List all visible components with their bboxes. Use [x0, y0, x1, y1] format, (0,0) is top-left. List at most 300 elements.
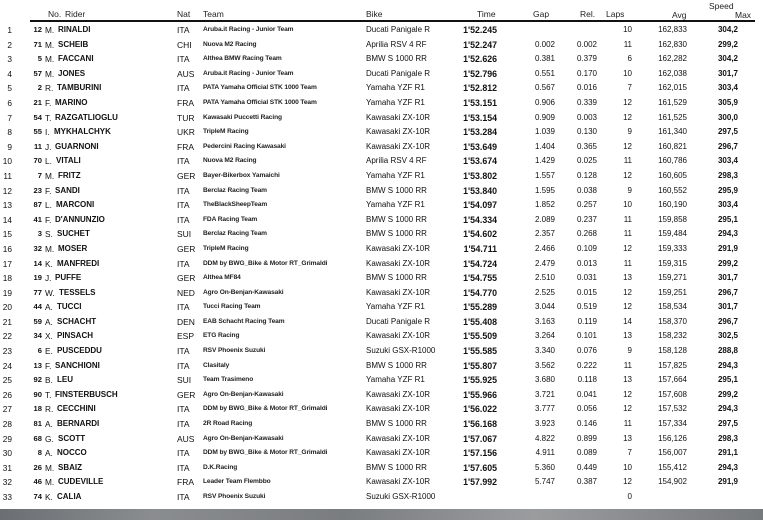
gap-value: 3.721 — [534, 389, 555, 399]
nationality: SUI — [177, 229, 192, 240]
bike-model: BMW S 1000 RR — [366, 360, 427, 370]
position: 10 — [2, 156, 12, 167]
rider-lastname: MYKHALCHYK — [54, 127, 111, 137]
lap-time: 1'55.966 — [463, 389, 497, 400]
nationality: FRA — [177, 477, 194, 488]
team-name: DDM by BWG_Bike & Motor RT_Grimaldi — [203, 449, 328, 457]
bike-model: Suzuki GSX-R1000 — [366, 346, 436, 356]
team-name: PATA Yamaha Official STK 1000 Team — [203, 98, 317, 106]
team-name: FDA Racing Team — [203, 215, 258, 223]
team-name: Kawasaki Puccetti Racing — [203, 113, 282, 121]
avg-speed: 154,902 — [658, 477, 687, 487]
rider-lastname: MOSER — [58, 243, 88, 253]
bike-model: Suzuki GSX-R1000 — [366, 492, 436, 501]
lap-time: 1'56.168 — [463, 419, 497, 430]
rel-value: 0.237 — [576, 214, 597, 224]
rider-number: 11 — [33, 141, 42, 151]
nationality: SUI — [177, 375, 192, 386]
nationality: ITA — [177, 156, 190, 167]
team-name: Team Trasimeno — [203, 376, 254, 384]
position: 8 — [7, 127, 12, 138]
bike-model: Kawasaki ZX-10R — [366, 389, 431, 399]
rider-number: 32 — [33, 243, 42, 253]
rel-value: 0.379 — [576, 54, 597, 64]
table-row — [0, 475, 763, 490]
bike-model: Kawasaki ZX-10R — [366, 243, 431, 253]
position: 28 — [2, 419, 12, 430]
rider-initial: R. — [45, 404, 54, 415]
team-name: PATA Yamaha Official STK 1000 Team — [203, 84, 317, 92]
laps-value: 13 — [623, 273, 632, 283]
rel-value: 0.002 — [576, 39, 597, 49]
avg-speed: 162,038 — [658, 68, 687, 78]
bike-model: Kawasaki ZX-10R — [366, 258, 431, 268]
gap-value: 2.525 — [534, 287, 555, 297]
gap-value: 1.595 — [534, 185, 555, 195]
gap-value: 5.747 — [534, 477, 555, 487]
header-divider — [30, 20, 755, 22]
team-name: RSV Phoenix Suzuki — [203, 493, 266, 500]
results-table-body — [0, 23, 763, 505]
rel-value: 0.387 — [576, 477, 597, 487]
nationality: NED — [177, 287, 195, 298]
rel-value: 0.025 — [576, 156, 597, 166]
laps-value: 12 — [623, 477, 632, 487]
header-bike: Bike — [366, 9, 383, 19]
team-name: Nuova M2 Racing — [203, 40, 257, 48]
table-row — [0, 38, 763, 53]
lap-time: 1'55.509 — [463, 331, 497, 342]
header-laps: Laps — [606, 9, 625, 19]
rider-lastname: MARINO — [55, 97, 88, 107]
nationality: ITA — [177, 492, 190, 502]
rider-number: 46 — [33, 477, 42, 487]
header-max: Max — [735, 10, 752, 20]
bike-model: BMW S 1000 RR — [366, 462, 427, 472]
rel-value: 0.222 — [576, 360, 597, 370]
gap-value: 3.264 — [534, 331, 555, 341]
nationality: ITA — [177, 360, 190, 371]
lap-time: 1'52.812 — [463, 83, 497, 94]
avg-speed: 156,007 — [658, 448, 687, 458]
nationality: CHI — [177, 39, 192, 50]
avg-speed: 162,282 — [658, 54, 687, 64]
rider-number: 12 — [33, 25, 42, 34]
rider-lastname: SUCHET — [57, 229, 90, 239]
rider-lastname: SANDI — [55, 185, 80, 195]
position: 15 — [2, 229, 12, 240]
rider-number: 8 — [37, 448, 42, 458]
gap-value: 3.163 — [534, 316, 555, 326]
max-speed: 288,8 — [717, 346, 738, 356]
bike-model: Kawasaki ZX-10R — [366, 477, 431, 487]
nationality: ITA — [177, 185, 190, 196]
rider-lastname: SANCHIONI — [55, 360, 100, 370]
team-name: RSV Phoenix Suzuki — [203, 347, 266, 355]
table-row — [0, 388, 763, 403]
lap-time: 1'53.649 — [463, 141, 497, 152]
rider-initial: A. — [45, 302, 53, 313]
lap-time: 1'54.755 — [463, 273, 497, 284]
max-speed: 291,1 — [717, 448, 738, 458]
avg-speed: 159,333 — [658, 243, 687, 253]
rel-value: 0.899 — [576, 433, 597, 443]
laps-value: 11 — [623, 360, 632, 370]
header-rel: Rel. — [580, 9, 596, 19]
table-row — [0, 242, 763, 257]
laps-value: 9 — [627, 127, 632, 137]
rider-number: 70 — [33, 156, 42, 166]
lap-time: 1'54.711 — [463, 243, 497, 254]
rider-number: 6 — [37, 346, 42, 356]
table-row — [0, 286, 763, 301]
rel-value: 0.268 — [576, 229, 597, 239]
rel-value: 0.003 — [576, 112, 597, 122]
rider-lastname: RAZGATLIOGLU — [55, 112, 118, 122]
nationality: ITA — [177, 404, 190, 415]
bike-model: Ducati Panigale R — [366, 316, 431, 326]
avg-speed: 160,786 — [658, 156, 687, 166]
lap-time: 1'53.154 — [463, 112, 497, 123]
position: 21 — [2, 316, 12, 327]
rel-value: 0.038 — [576, 185, 597, 195]
gap-value: 2.466 — [534, 243, 555, 253]
bike-model: Yamaha YZF R1 — [366, 375, 425, 385]
laps-value: 9 — [627, 185, 632, 195]
rider-initial: M. — [45, 68, 55, 79]
table-row — [0, 154, 763, 169]
nationality: ITA — [177, 83, 190, 94]
table-row — [0, 461, 763, 476]
gap-value: 0.002 — [534, 39, 555, 49]
max-speed: 305,9 — [717, 97, 738, 107]
rel-value: 0.128 — [576, 170, 597, 180]
avg-speed: 161,529 — [658, 97, 687, 107]
team-name: Althea MF84 — [203, 274, 241, 282]
table-row — [0, 315, 763, 330]
position: 11 — [3, 170, 12, 181]
position: 32 — [2, 477, 12, 488]
gap-value: 0.551 — [534, 68, 555, 78]
gap-value: 5.360 — [534, 462, 555, 472]
max-speed: 298,3 — [717, 433, 738, 443]
bike-model: Aprilia RSV 4 RF — [366, 39, 427, 49]
laps-value: 12 — [623, 404, 632, 414]
rider-number: 92 — [33, 375, 42, 385]
rider-lastname: SCHEIB — [58, 39, 89, 49]
table-row — [0, 125, 763, 140]
rider-lastname: PUSCEDDU — [57, 346, 102, 356]
gap-value: 2.479 — [534, 258, 555, 268]
bike-model: Kawasaki ZX-10R — [366, 287, 431, 297]
lap-time: 1'52.247 — [463, 39, 497, 50]
position: 31 — [2, 462, 12, 473]
table-row — [0, 300, 763, 315]
rider-initial: X. — [45, 331, 53, 342]
rel-value: 0.101 — [576, 331, 597, 341]
table-row — [0, 184, 763, 199]
nationality: ITA — [177, 54, 190, 65]
rel-value: 0.257 — [576, 200, 597, 210]
gap-value: 1.557 — [534, 170, 555, 180]
bike-model: BMW S 1000 RR — [366, 185, 427, 195]
lap-time: 1'55.408 — [463, 316, 497, 327]
avg-speed: 157,334 — [658, 419, 687, 429]
team-name: Pedercini Racing Kawasaki — [203, 142, 286, 150]
table-row — [0, 81, 763, 96]
table-row — [0, 96, 763, 111]
rider-number: 5 — [37, 54, 42, 64]
gap-value: 3.923 — [534, 419, 555, 429]
table-row — [0, 257, 763, 272]
rel-value: 0.339 — [576, 97, 597, 107]
laps-value: 12 — [623, 141, 632, 151]
nationality: ESP — [177, 331, 195, 342]
position: 27 — [2, 404, 12, 415]
rider-lastname: VITALI — [56, 156, 81, 166]
rel-value: 0.015 — [576, 287, 597, 297]
rider-number: 13 — [33, 360, 42, 370]
rider-lastname: JONES — [58, 68, 86, 78]
team-name: Nuova M2 Racing — [203, 157, 257, 165]
rider-number: 21 — [33, 97, 42, 107]
rider-initial: M. — [45, 54, 55, 65]
avg-speed: 158,232 — [658, 331, 687, 341]
bike-model: Yamaha YZF R1 — [366, 83, 425, 93]
rider-number: 2 — [37, 83, 42, 93]
max-speed: 294,3 — [717, 229, 738, 239]
gap-value: 2.089 — [534, 214, 555, 224]
team-name: Leader Team Flembbo — [203, 478, 271, 486]
position: 25 — [2, 375, 12, 386]
team-name: Tucci Racing Team — [203, 303, 261, 311]
max-speed: 301,7 — [717, 68, 738, 78]
lap-time: 1'54.724 — [463, 258, 497, 269]
rider-initial: F. — [45, 214, 52, 225]
avg-speed: 159,315 — [658, 258, 687, 268]
lap-time: 1'57.156 — [463, 448, 497, 459]
header-time: Time — [477, 9, 496, 19]
lap-time: 1'55.925 — [463, 375, 497, 386]
bike-model: BMW S 1000 RR — [366, 54, 427, 64]
gap-value: 1.039 — [534, 127, 555, 137]
team-name: TheBlackSheepTeam — [203, 201, 268, 209]
nationality: GER — [177, 170, 196, 181]
rider-number: 44 — [33, 302, 42, 312]
max-speed: 297,5 — [717, 127, 738, 137]
max-speed: 295,1 — [717, 214, 738, 224]
rider-lastname: LEU — [57, 375, 73, 385]
rider-number: 68 — [33, 433, 42, 443]
table-row — [0, 373, 763, 388]
lap-time: 1'57.605 — [463, 462, 497, 473]
rel-value: 0.013 — [576, 258, 597, 268]
rel-value: 0.089 — [576, 448, 597, 458]
avg-speed: 158,370 — [658, 316, 687, 326]
team-name: TripleM Racing — [203, 244, 249, 252]
rider-number: 41 — [33, 214, 42, 224]
rider-number: 7 — [37, 170, 42, 180]
nationality: AUS — [177, 68, 195, 79]
gap-value: 1.852 — [534, 200, 555, 210]
max-speed: 301,7 — [717, 302, 738, 312]
rel-value: 0.041 — [576, 389, 597, 399]
max-speed: 301,7 — [717, 273, 738, 283]
gap-value: 0.906 — [534, 97, 555, 107]
lap-time: 1'57.992 — [463, 477, 497, 488]
max-speed: 294,3 — [717, 462, 738, 472]
team-name: Agro On-Benjan-Kawasaki — [203, 390, 284, 398]
rider-initial: R. — [45, 83, 54, 94]
nationality: ITA — [177, 448, 190, 459]
rel-value: 0.170 — [576, 68, 597, 78]
max-speed: 303,4 — [717, 156, 738, 166]
rider-initial: J. — [45, 141, 52, 152]
team-name: Althea BMW Racing Team — [203, 55, 282, 63]
avg-speed: 159,858 — [658, 214, 687, 224]
max-speed: 299,2 — [717, 389, 738, 399]
rider-number: 59 — [33, 316, 42, 326]
rider-initial: B. — [45, 375, 53, 386]
lap-time: 1'55.585 — [463, 346, 497, 357]
max-speed: 302,5 — [717, 331, 738, 341]
laps-value: 11 — [623, 214, 632, 224]
nationality: FRA — [177, 97, 194, 108]
laps-value: 12 — [623, 302, 632, 312]
lap-time: 1'53.284 — [463, 127, 497, 138]
rel-value: 0.365 — [576, 141, 597, 151]
laps-value: 10 — [623, 68, 632, 78]
bike-model: Kawasaki ZX-10R — [366, 331, 431, 341]
nationality: ITA — [177, 25, 190, 35]
laps-value: 6 — [627, 54, 632, 64]
bike-model: BMW S 1000 RR — [366, 214, 427, 224]
nationality: ITA — [177, 200, 190, 211]
lap-time: 1'52.626 — [463, 54, 497, 65]
table-row — [0, 111, 763, 126]
position: 18 — [2, 273, 12, 284]
position: 17 — [2, 258, 12, 269]
max-speed: 294,3 — [717, 404, 738, 414]
rider-lastname: TUCCI — [57, 302, 82, 312]
position: 2 — [7, 39, 12, 50]
team-name: Agro On-Benjan-Kawasaki — [203, 434, 284, 442]
rider-lastname: PINSACH — [57, 331, 94, 341]
lap-time: 1'52.796 — [463, 68, 497, 79]
nationality: ITA — [177, 214, 190, 225]
table-row — [0, 169, 763, 184]
lap-time: 1'57.067 — [463, 433, 497, 444]
avg-speed: 160,605 — [658, 170, 687, 180]
bike-model: BMW S 1000 RR — [366, 419, 427, 429]
gap-value: 0.909 — [534, 112, 555, 122]
avg-speed: 161,340 — [658, 127, 687, 137]
rider-number: 87 — [33, 200, 42, 210]
bike-model: Kawasaki ZX-10R — [366, 127, 431, 137]
rider-lastname: GUARNONI — [55, 141, 99, 151]
lap-time: 1'54.602 — [463, 229, 497, 240]
rider-lastname: PUFFE — [55, 273, 82, 283]
nationality: ITA — [177, 419, 190, 430]
rel-value: 0.118 — [577, 375, 597, 385]
rel-value: 0.119 — [577, 316, 597, 326]
nationality: FRA — [177, 141, 194, 152]
position: 22 — [2, 331, 12, 342]
rel-value: 0.076 — [576, 346, 597, 356]
avg-speed: 161,525 — [658, 112, 687, 122]
laps-value: 11 — [623, 229, 632, 239]
rider-lastname: RINALDI — [58, 25, 91, 34]
laps-value: 10 — [623, 200, 632, 210]
rider-lastname: BERNARDI — [57, 419, 100, 429]
table-row — [0, 432, 763, 447]
bike-model: Yamaha YZF R1 — [366, 170, 425, 180]
gap-value: 1.404 — [534, 141, 555, 151]
rel-value: 0.056 — [576, 404, 597, 414]
lap-time: 1'53.802 — [463, 170, 497, 181]
rel-value: 0.109 — [576, 243, 597, 253]
rider-initial: M. — [45, 39, 55, 50]
laps-value: 13 — [623, 375, 632, 385]
bike-model: BMW S 1000 RR — [366, 273, 427, 283]
laps-value: 0 — [627, 492, 632, 501]
bike-model: Kawasaki ZX-10R — [366, 141, 431, 151]
max-speed: 291,9 — [717, 243, 738, 253]
avg-speed: 158,534 — [658, 302, 687, 312]
laps-value: 13 — [623, 331, 632, 341]
position: 20 — [2, 302, 12, 313]
rider-lastname: CALIA — [57, 492, 82, 501]
rider-lastname: FACCANI — [58, 54, 94, 64]
rider-initial: F. — [45, 360, 52, 371]
avg-speed: 158,128 — [658, 346, 687, 356]
team-name: 2R Road Racing — [203, 420, 253, 428]
header-avg: Avg — [672, 10, 687, 20]
rider-number: 54 — [33, 112, 42, 122]
position: 13 — [2, 200, 12, 211]
rider-number: 71 — [33, 39, 42, 49]
position: 5 — [7, 83, 12, 94]
rider-initial: A. — [45, 419, 53, 430]
avg-speed: 160,552 — [658, 185, 687, 195]
rider-number: 23 — [33, 185, 42, 195]
rider-number: 3 — [37, 229, 42, 239]
rel-value: 0.449 — [576, 462, 597, 472]
nationality: ITA — [177, 302, 190, 313]
team-name: TripleM Racing — [203, 128, 249, 136]
rider-initial: K. — [45, 258, 53, 269]
rider-initial: M. — [45, 462, 55, 473]
rider-number: 90 — [33, 389, 42, 399]
table-row — [0, 140, 763, 155]
position: 3 — [7, 54, 12, 65]
gap-value: 2.510 — [534, 273, 555, 283]
position: 16 — [2, 243, 12, 254]
team-name: DDM by BWG_Bike & Motor RT_Grimaldi — [203, 259, 328, 267]
laps-value: 11 — [623, 156, 632, 166]
lap-time: 1'54.097 — [463, 200, 497, 211]
nationality: GER — [177, 389, 196, 400]
max-speed: 291,9 — [717, 477, 738, 487]
rider-lastname: FRITZ — [58, 170, 81, 180]
table-row — [0, 67, 763, 82]
team-name: D.K.Racing — [203, 463, 238, 471]
max-speed: 298,3 — [717, 170, 738, 180]
rider-initial: A. — [45, 448, 53, 459]
header-no: No. — [48, 9, 62, 19]
table-row — [0, 23, 763, 38]
bike-model: Ducati Panigale R — [366, 68, 431, 78]
